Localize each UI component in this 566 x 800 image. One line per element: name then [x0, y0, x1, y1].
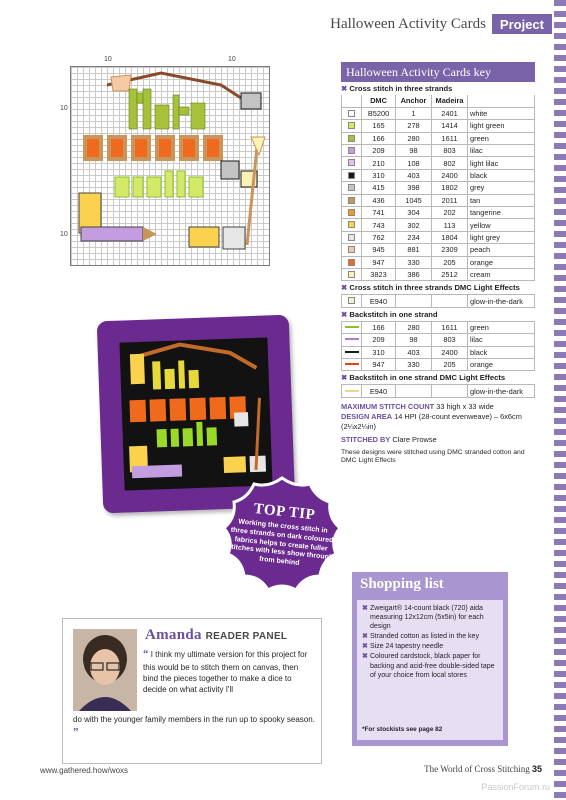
- design-info: MAXIMUM STITCH COUNT 33 high x 33 wide DESIGN AREA 14 HPI (28-count evenweave) – 6x6cm (2¼x2¼in) STITCHED BY Clare Prowse: [341, 401, 522, 444]
- table-row: 415 398 1802 grey: [342, 182, 535, 194]
- table-row: 166 280 1611 green: [342, 321, 535, 333]
- section-badge: Project: [492, 14, 552, 34]
- table-row: 310 403 2400 black: [342, 169, 535, 181]
- reader-quote-end: do with the younger family members in the run up to spooky season. ”: [73, 715, 315, 739]
- color-swatch: [348, 197, 355, 204]
- backstitch-line: [345, 326, 359, 328]
- color-swatch: [348, 135, 355, 142]
- reader-avatar: [73, 629, 137, 711]
- stitched-artwork: [119, 337, 272, 490]
- table-row: 210 108 802 light lilac: [342, 157, 535, 169]
- footer-magazine: The World of Cross Stitching 35: [424, 764, 542, 774]
- table-row: 741 304 202 tangerine: [342, 207, 535, 219]
- bullet-icon: ✖: [362, 605, 368, 612]
- color-swatch: [348, 271, 355, 278]
- light-effects-table: [341, 294, 535, 307]
- color-swatch: [348, 184, 355, 191]
- bullet-icon: ✖: [362, 643, 368, 651]
- key-section-backstitch-light: ✖ Backstitch in one strand DMC Light Effects: [341, 373, 506, 383]
- table-row: 945 881 2309 peach: [342, 244, 535, 256]
- glow-swatch: [348, 297, 355, 304]
- top-tip-badge: [212, 474, 352, 614]
- table-row: 166 280 1611 green: [342, 132, 535, 144]
- color-swatch: [348, 147, 355, 154]
- color-swatch: [348, 259, 355, 266]
- list-item: ✖ Zweigart® 14-count black (720) aida measuring 12x12cm (5x5in) for each design: [362, 605, 484, 631]
- color-swatch: [348, 122, 355, 129]
- color-swatch: [348, 221, 355, 228]
- key-title: Halloween Activity Cards key: [341, 62, 535, 82]
- page-edge-strip: [554, 0, 566, 800]
- thread-key: [341, 62, 535, 466]
- list-item: ✖ Stranded cotton as listed in the key: [362, 633, 479, 641]
- table-row: 3823 386 2512 cream: [342, 268, 535, 280]
- table-row: 743 302 113 yellow: [342, 219, 535, 231]
- tip-body: Working the cross stitch in three strands on dark coloured fabrics helps to create fuller stitches with less show through from behind: [227, 518, 334, 567]
- table-row: 165 278 1414 light green: [342, 120, 535, 132]
- color-swatch: [348, 209, 355, 216]
- table-row: 310 403 2400 black: [342, 346, 535, 358]
- photo-fabric: [119, 337, 272, 490]
- table-row: 436 1045 2011 tan: [342, 194, 535, 206]
- color-swatch: [348, 110, 355, 117]
- page-header: [330, 14, 552, 34]
- table-row: 209 98 803 lilac: [342, 145, 535, 157]
- chart-tick-top-left: 10: [104, 56, 112, 63]
- backstitch-light-table: [341, 384, 535, 397]
- footer-url[interactable]: www.gathered.how/woxs: [40, 766, 129, 775]
- reader-quote: “ I think my ultimate version for this project for this would be to stitch them on canvas, then bind the pieces together to make a dice to decide on what activity I'll: [143, 648, 308, 695]
- tip-title: TOP TIP: [252, 500, 316, 524]
- backstitch-table: [341, 321, 535, 372]
- backstitch-line: [345, 351, 359, 353]
- tip-text: [225, 499, 339, 573]
- table-row: B5200 1 2401 white: [342, 107, 535, 119]
- key-section-light-effects: ✖ Cross stitch in three strands DMC Light Effects: [341, 283, 520, 293]
- table-row: E940 glow-in-the-dark: [342, 295, 535, 307]
- reader-name: Amanda READER PANEL: [145, 627, 288, 643]
- table-row: 209 98 803 lilac: [342, 334, 535, 346]
- list-item: ✖ Coloured cardstock, black paper for backing and acid-free double-sided tape of your choice from local stores: [362, 653, 495, 679]
- table-row: 947 330 205 orange: [342, 256, 535, 268]
- table-row: 947 330 205 orange: [342, 358, 535, 370]
- color-swatch: [348, 246, 355, 253]
- key-section-cross: ✖ Cross stitch in three strands: [341, 84, 453, 93]
- table-row: 762 234 1804 light grey: [342, 231, 535, 243]
- reader-panel: [62, 618, 322, 764]
- shopping-list: [352, 572, 508, 746]
- color-swatch: [348, 234, 355, 241]
- chart-artwork: [71, 67, 271, 267]
- backstitch-line: [345, 363, 359, 365]
- col-madeira: Madeira: [432, 95, 468, 107]
- bullet-icon: ✖: [362, 633, 368, 641]
- shopping-box: [357, 600, 503, 740]
- chart-tick-left-bottom: 10: [60, 231, 68, 238]
- cross-stitch-table: [341, 95, 535, 281]
- col-anchor: Anchor: [396, 95, 432, 107]
- bullet-icon: ✖: [362, 653, 368, 661]
- color-swatch: [348, 172, 355, 179]
- list-item: ✖ Size 24 tapestry needle: [362, 643, 444, 651]
- stockist-note: *For stockists see page 82: [362, 725, 443, 733]
- glow-line: [345, 390, 359, 392]
- table-row: E940 glow-in-the-dark: [342, 385, 535, 397]
- chart-tick-top-right: 10: [228, 56, 236, 63]
- cross-stitch-chart: [70, 66, 270, 266]
- chart-tick-left-top: 10: [60, 105, 68, 112]
- header-title: Halloween Activity Cards: [330, 15, 486, 32]
- color-swatch: [348, 159, 355, 166]
- backstitch-line: [345, 338, 359, 340]
- watermark: PassionForum.ru: [481, 782, 550, 792]
- shopping-title: Shopping list: [360, 576, 444, 592]
- col-dmc: DMC: [362, 95, 396, 107]
- key-section-backstitch: ✖ Backstitch in one strand: [341, 309, 438, 319]
- thread-note: These designs were stitched using DMC stranded cotton and DMC Light Effects: [341, 448, 525, 465]
